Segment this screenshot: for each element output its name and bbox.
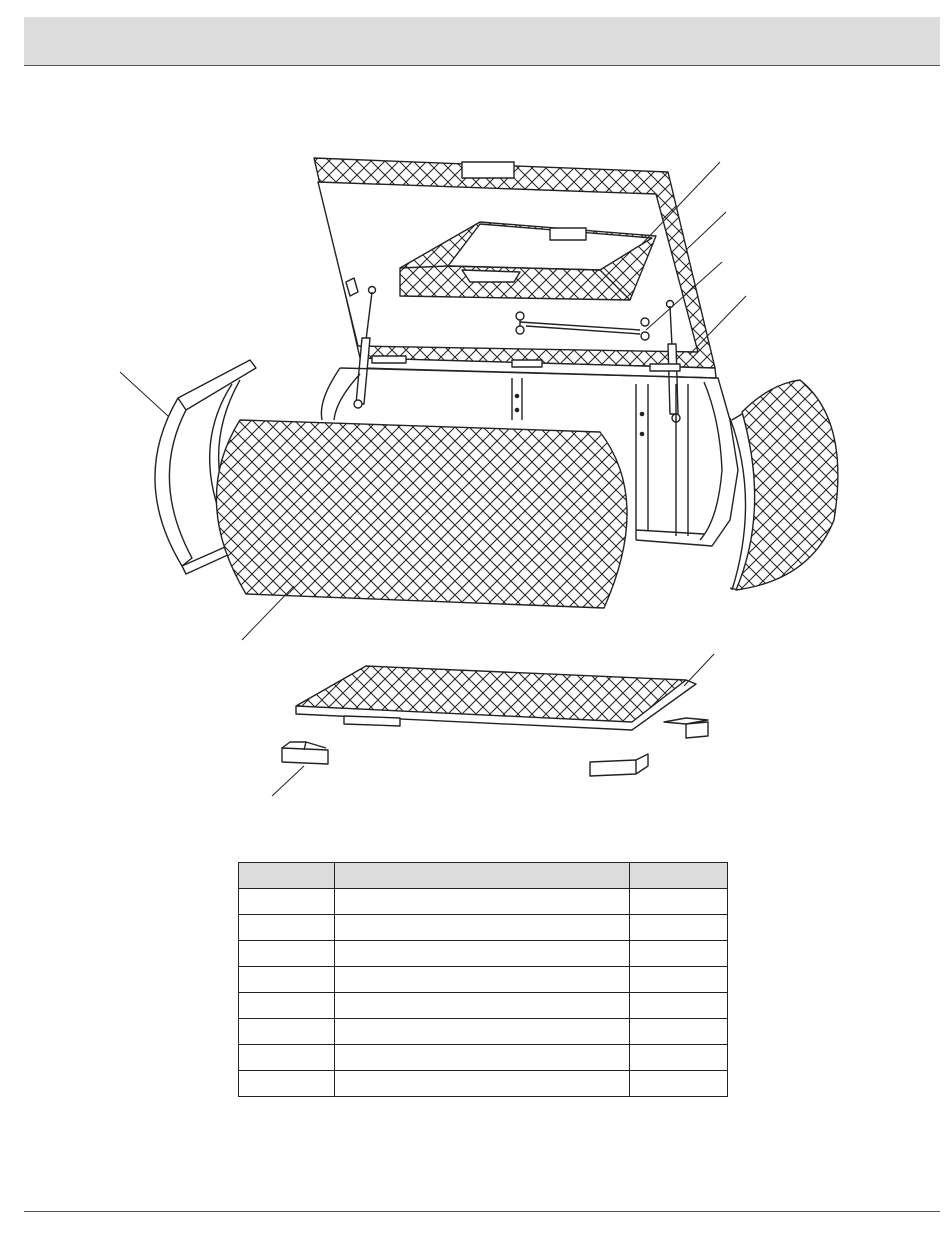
table-cell (239, 1071, 335, 1097)
table-row (239, 915, 728, 941)
table-row (239, 1071, 728, 1097)
table-cell (630, 967, 728, 993)
table-cell (335, 993, 630, 1019)
foot-back-right (664, 718, 708, 738)
table-cell (239, 967, 335, 993)
table-cell (239, 889, 335, 915)
front-panel (216, 420, 627, 608)
table-cell (335, 941, 630, 967)
table-cell (335, 967, 630, 993)
table-cell (335, 915, 630, 941)
footer-rule (24, 1211, 940, 1212)
table-header-row (239, 863, 728, 889)
foot-front-left (282, 742, 328, 764)
table-cell (630, 1045, 728, 1071)
table-cell (630, 1019, 728, 1045)
hinge-center (512, 360, 542, 367)
table-row (239, 889, 728, 915)
table-cell (630, 915, 728, 941)
table-cell (630, 1071, 728, 1097)
table-row (239, 993, 728, 1019)
table-cell (630, 941, 728, 967)
column-header (239, 863, 335, 889)
table-cell (239, 993, 335, 1019)
foot-front-right (590, 754, 648, 776)
table-cell (630, 993, 728, 1019)
table-cell (335, 1045, 630, 1071)
right-end-panel (730, 380, 838, 590)
table-cell (630, 889, 728, 915)
column-header (630, 863, 728, 889)
table-cell (335, 1071, 630, 1097)
table-cell (335, 1019, 630, 1045)
table-row (239, 1045, 728, 1071)
table-cell (239, 1045, 335, 1071)
hinge-left (372, 356, 406, 363)
bottom-panel (296, 666, 696, 730)
table-cell (239, 915, 335, 941)
table-cell (239, 1019, 335, 1045)
hinge-right (650, 364, 680, 371)
table-row (239, 967, 728, 993)
table-row (239, 1019, 728, 1045)
table-cell (239, 941, 335, 967)
column-header (335, 863, 630, 889)
parts-table (238, 862, 728, 1097)
table-row (239, 941, 728, 967)
table-cell (335, 889, 630, 915)
